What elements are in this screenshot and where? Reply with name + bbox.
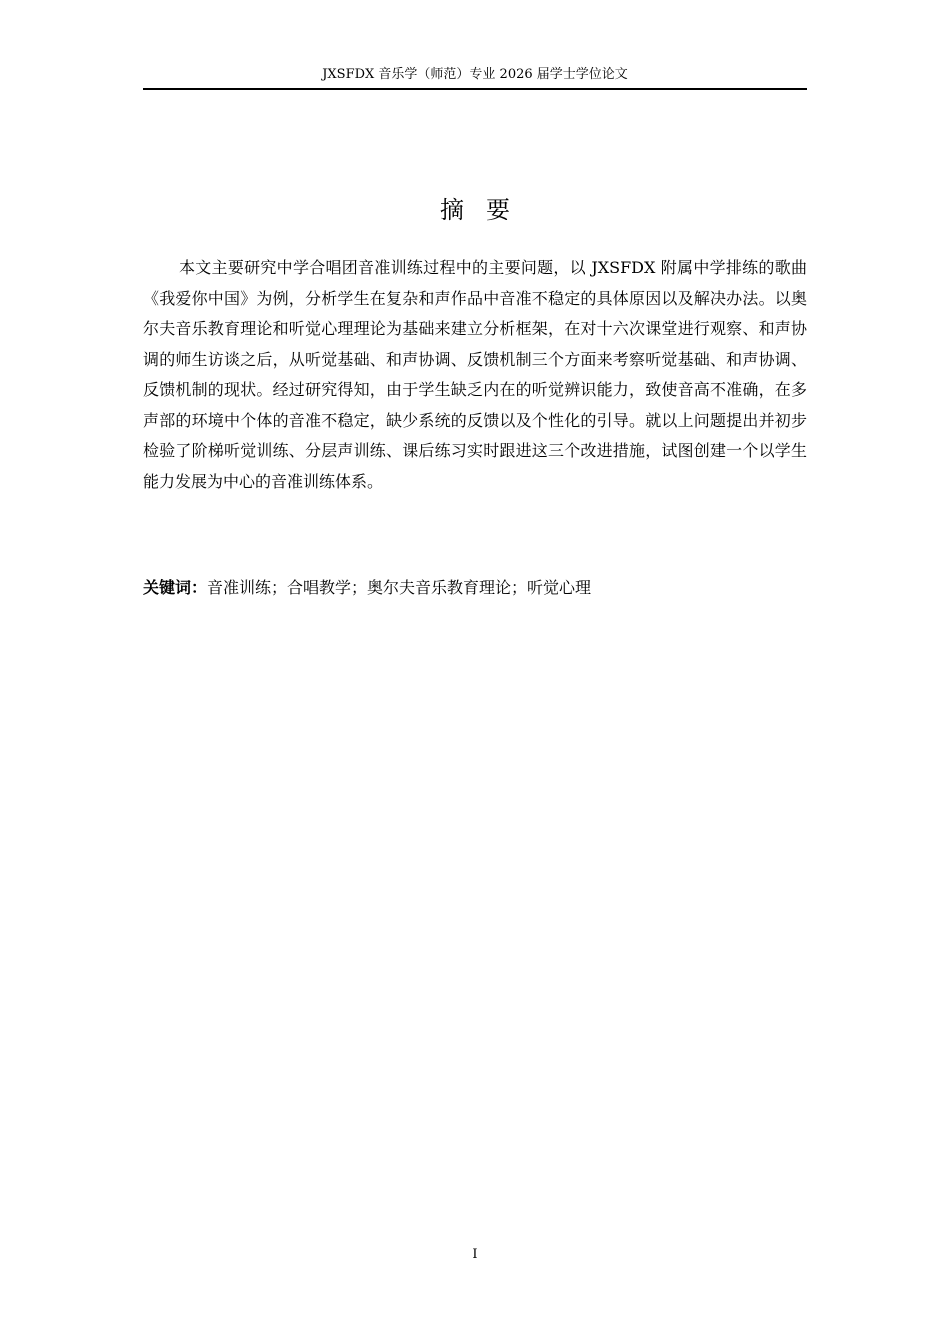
keywords-label: 关键词： [143, 578, 208, 597]
abstract-title: 摘要 [440, 196, 532, 224]
keywords-line [143, 573, 807, 603]
abstract-body: 本文主要研究中学合唱团音准训练过程中的主要问题，以 JXSFDX 附属中学排练的歌曲《我爱你中国》为例，分析学生在复杂和声作品中音准不稳定的具体原因以及解决办法。以奥尔夫音乐教育理论和听觉心理理论为基础来建立分析框架，在对十六次课堂进行观察、和声协调的师生访谈之后，从听觉基础、和声协调、反馈机制三个方面来考察听觉基础、和声协调、反馈机制的现状。经过研究得知，由于学生缺乏内在的听觉辨识能力，致使音高不准确，在多声部的环境中个体的音准不稳定，缺少系统的反馈以及个性化的引导。就以上问题提出并初步检验了阶梯听觉训练、分层声训练、课后练习实时跟进这三个改进措施，试图创建一个以学生能力发展为中心的音准训练体系。 [143, 258, 807, 491]
running-header: JXSFDX 音乐学（师范）专业 2026 届学士学位论文 [143, 64, 807, 90]
keywords-text: 音准训练；合唱教学；奥尔夫音乐教育理论；听觉心理 [207, 578, 592, 597]
page-number: I [472, 1247, 478, 1262]
